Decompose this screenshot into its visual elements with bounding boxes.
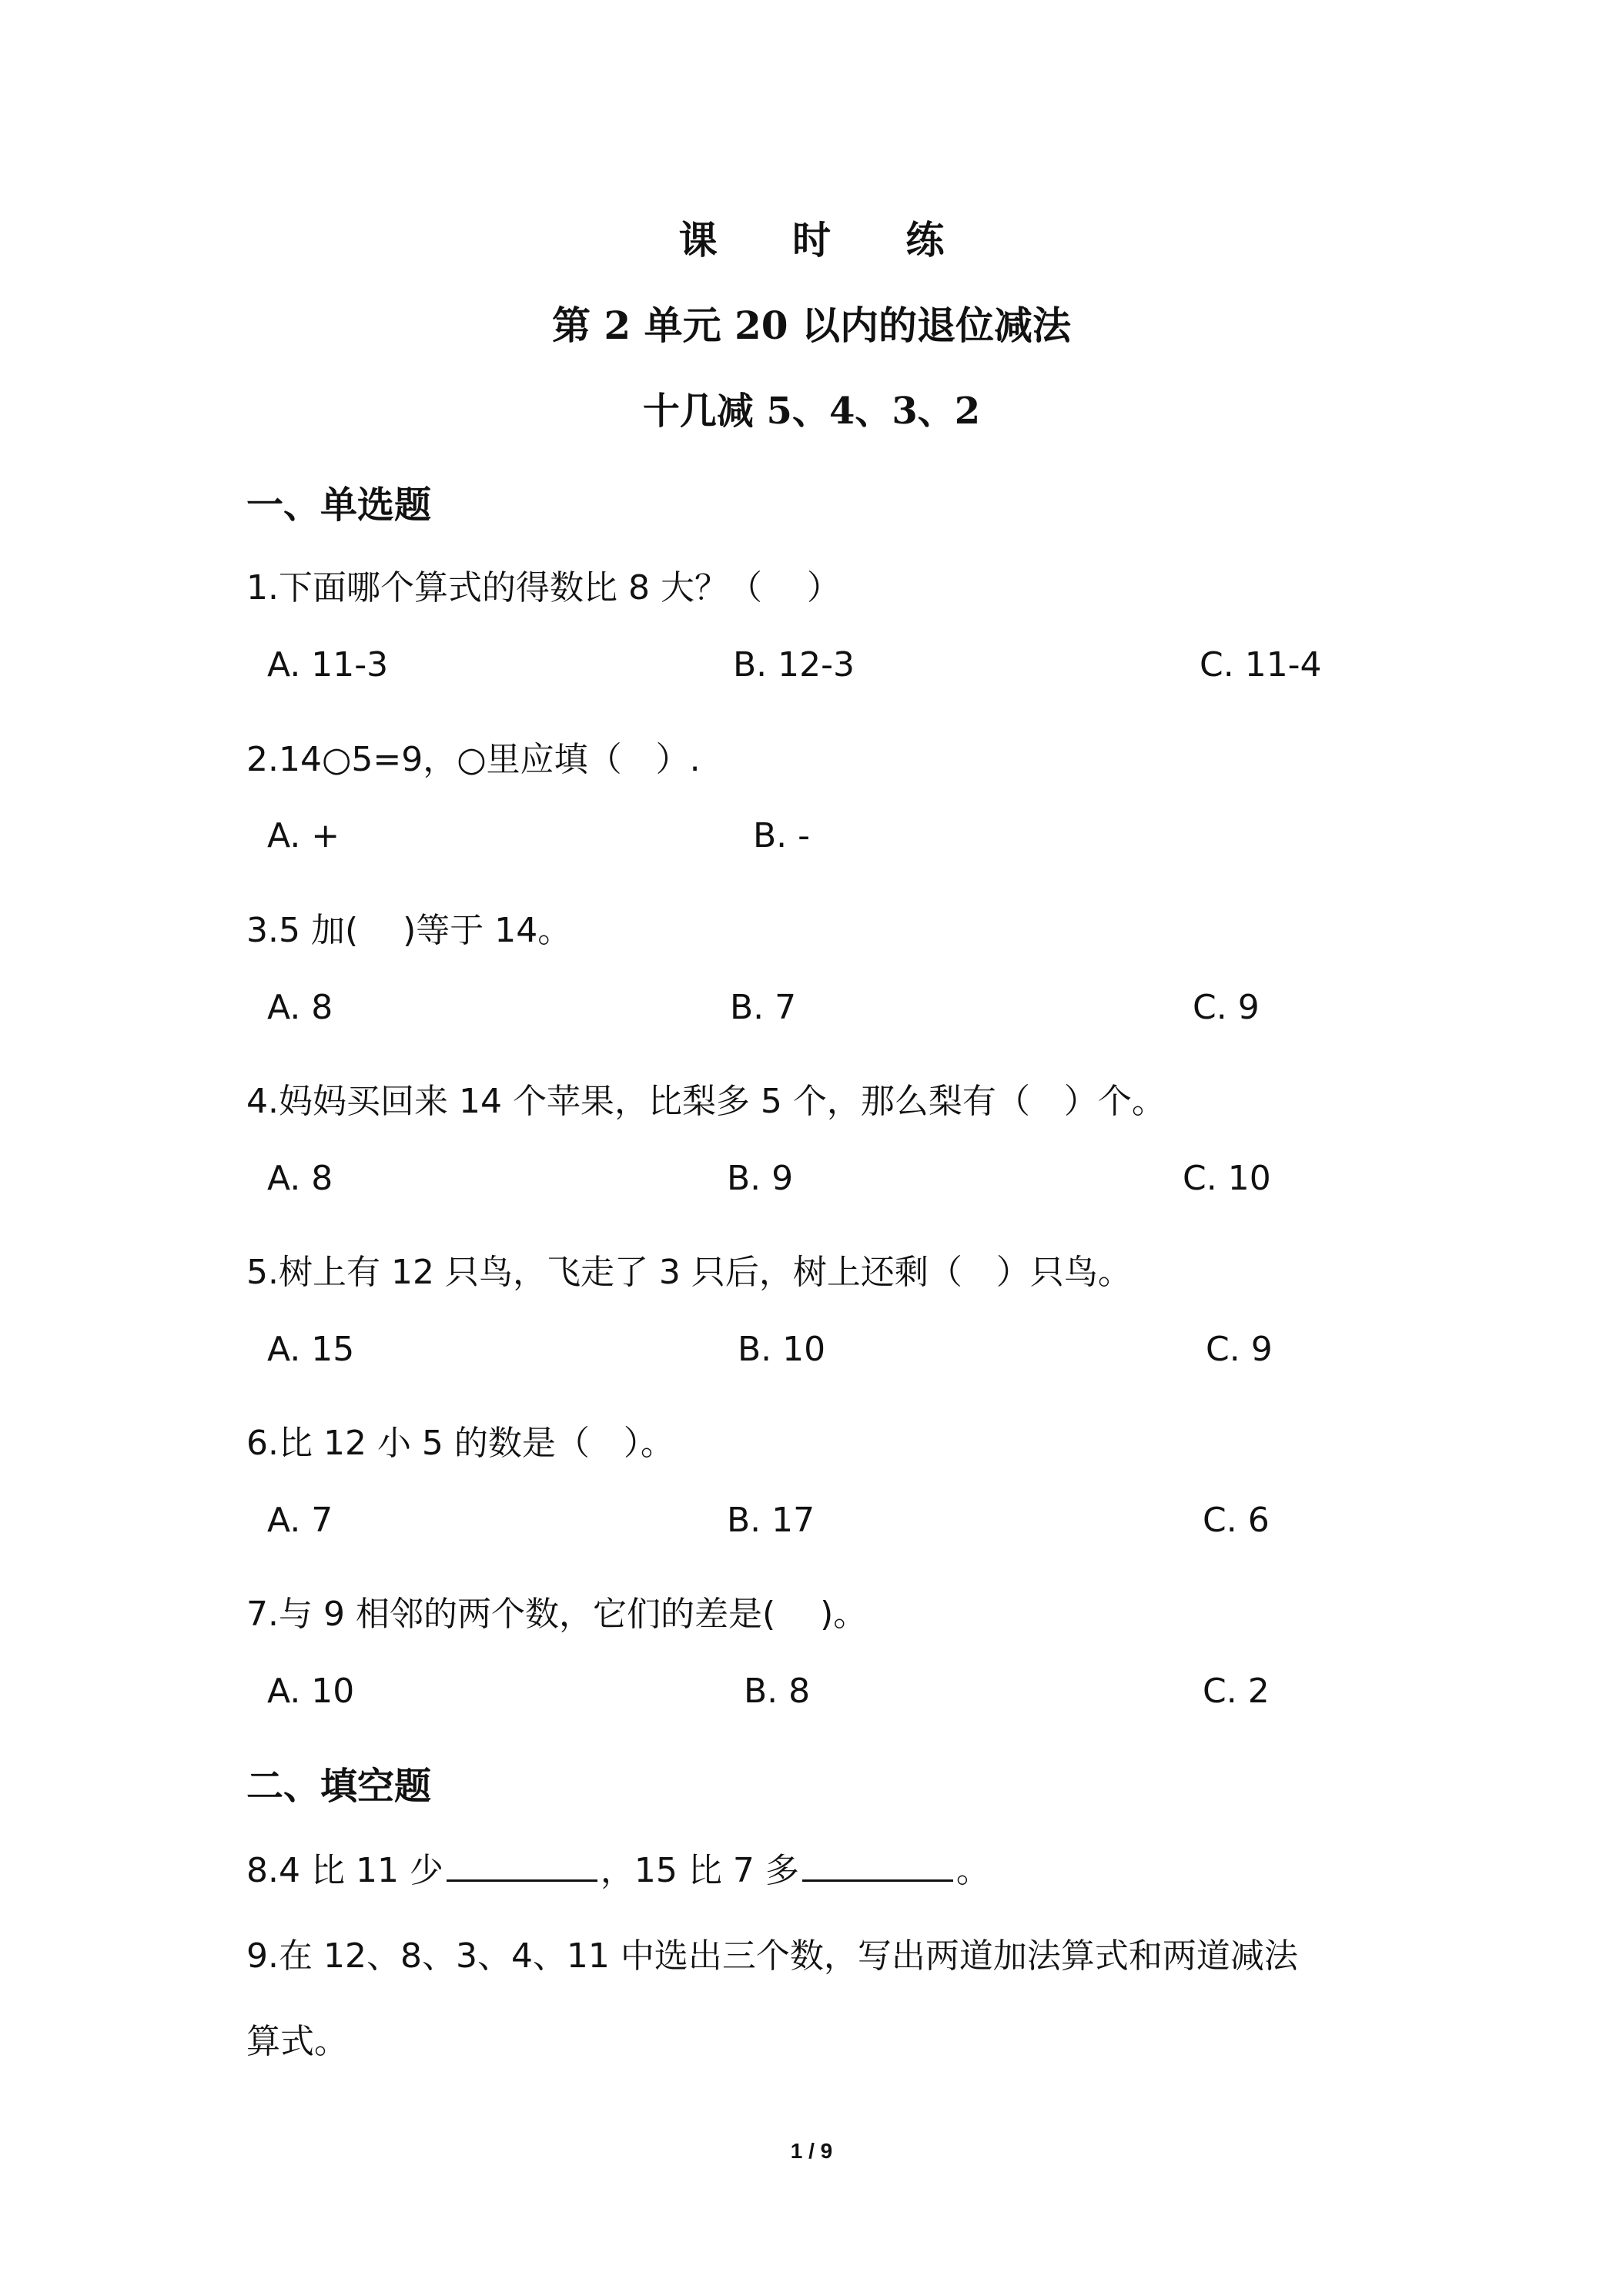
q5-option-c[interactable]: C. 9 [1206, 1330, 1273, 1369]
section-single-choice: 一、单选题 [246, 484, 432, 527]
question-5: 5.树上有 12 只鸟，飞走了 3 只后，树上还剩（ ）只鸟。 [246, 1253, 1132, 1292]
q7-option-c[interactable]: C. 2 [1203, 1672, 1270, 1711]
question-9-line-1: 9.在 12、8、3、4、11 中选出三个数，写出两道加法算式和两道减法 [246, 1936, 1298, 1976]
q8-text-part3: 。 [955, 1851, 990, 1890]
q6-option-a[interactable]: A. 7 [267, 1501, 333, 1540]
q3-option-c[interactable]: C. 9 [1193, 988, 1260, 1027]
q8-blank-1[interactable] [447, 1844, 597, 1882]
q3-option-b[interactable]: B. 7 [730, 988, 797, 1027]
q6-option-c[interactable]: C. 6 [1203, 1501, 1270, 1540]
q4-option-a[interactable]: A. 8 [267, 1159, 333, 1198]
section-fill-blank: 二、填空题 [246, 1765, 432, 1808]
q1-option-a[interactable]: A. 11-3 [267, 645, 389, 684]
q7-option-a[interactable]: A. 10 [267, 1672, 355, 1711]
question-7: 7.与 9 相邻的两个数，它们的差是( )。 [246, 1595, 868, 1634]
question-2: 2.14○5=9，○里应填（ ）. [246, 740, 701, 779]
question-8 [246, 1842, 990, 1892]
q1-option-b[interactable]: B. 12-3 [733, 645, 855, 684]
q5-option-a[interactable]: A. 15 [267, 1330, 355, 1369]
q8-blank-2[interactable] [802, 1844, 953, 1882]
q2-option-a[interactable]: A. + [267, 816, 340, 855]
unit-title: 第 2 单元 20 以内的退位减法 [552, 303, 1071, 348]
q2-option-b[interactable]: B. - [753, 816, 811, 855]
question-1: 1.下面哪个算式的得数比 8 大？（ ） [246, 568, 841, 607]
q4-option-c[interactable]: C. 10 [1183, 1159, 1271, 1198]
doc-title: 课 时 练 [678, 217, 975, 263]
page-number: 1 / 9 [790, 2139, 833, 2163]
q1-option-c[interactable]: C. 11-4 [1200, 645, 1322, 684]
question-9-line-2: 算式。 [246, 2022, 348, 2061]
q8-text-part2: ，15 比 7 多 [600, 1851, 799, 1890]
q8-text-part1: 8.4 比 11 少 [246, 1851, 443, 1890]
q4-option-b[interactable]: B. 9 [727, 1159, 794, 1198]
q5-option-b[interactable]: B. 10 [738, 1330, 826, 1369]
q6-option-b[interactable]: B. 17 [727, 1501, 815, 1540]
question-6: 6.比 12 小 5 的数是（ ）。 [246, 1424, 674, 1463]
q3-option-a[interactable]: A. 8 [267, 988, 333, 1027]
q7-option-b[interactable]: B. 8 [744, 1672, 811, 1711]
question-3: 3.5 加( )等于 14。 [246, 911, 572, 950]
question-4: 4.妈妈买回来 14 个苹果，比梨多 5 个，那么梨有（ ）个。 [246, 1082, 1166, 1121]
lesson-title: 十几减 5、4、3、2 [642, 390, 981, 433]
